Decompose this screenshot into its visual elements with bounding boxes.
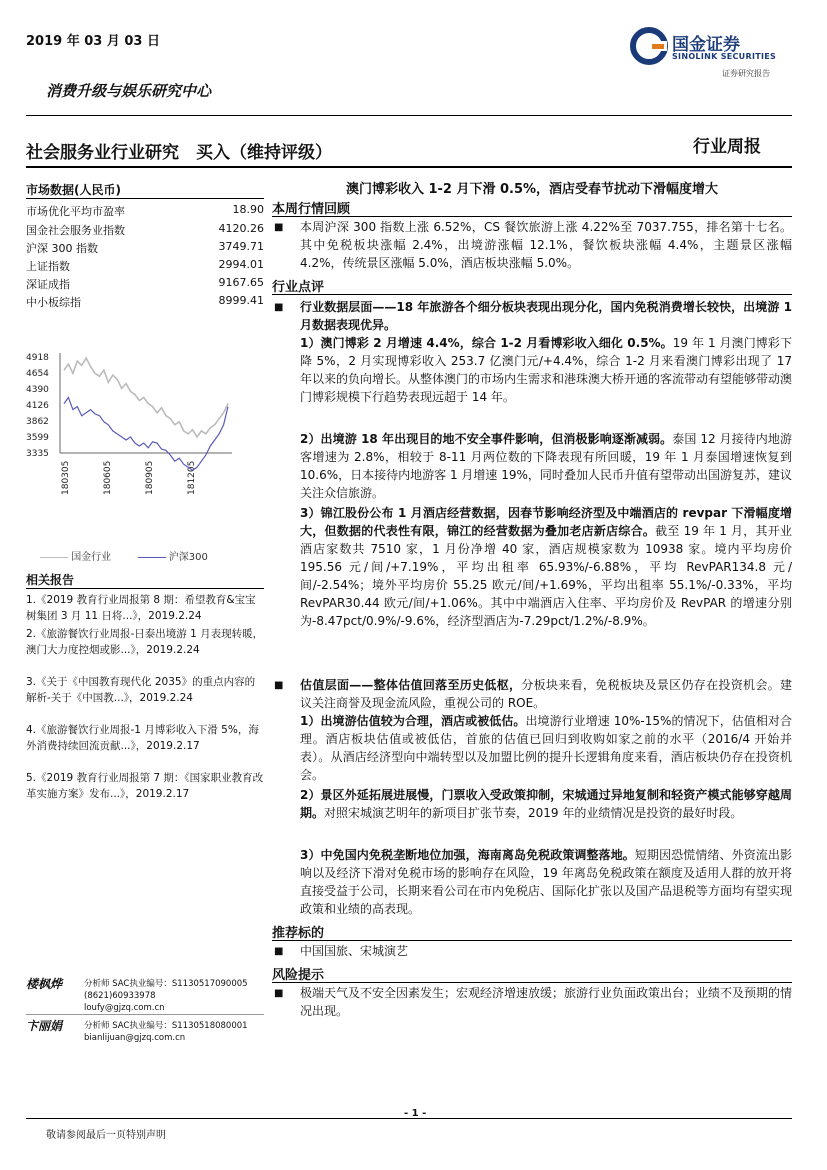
bullet-icon: ■ [274, 988, 284, 999]
bullet-icon: ■ [274, 302, 284, 313]
bullet-icon: ■ [274, 946, 284, 957]
market-row: 深证成指 9167.65 [26, 276, 264, 291]
logo-icon [630, 27, 668, 65]
risk-text: 极端天气及不安全因素发生；宏观经济增速放缓；旅游行业负面政策出台；业绩不及预期的情况出现。 [300, 986, 793, 1018]
series-line-hs300 [64, 398, 228, 471]
headline: 澳门博彩收入 1-2 月下滑 0.5%，酒店受春节扰动下滑幅度增大 [345, 182, 719, 197]
chart-legend [40, 548, 260, 563]
legend-swatch-industry [40, 557, 68, 558]
market-row: 市场优化平均市盈率 18.90 [26, 203, 264, 218]
jinjiang-hotel-item: 3）锦江股份公布 1 月酒店经营数据，因春节影响经济型及中端酒店的 revpar 下滑幅度增大，但数据的代表性有限，锦江的经营数据为叠加老店新店综合。截至 19 年 1 月，其开业酒店家数共 7510 家，1 月份净增 40 家，酒店规模家数为 10938 家。境内平均房价 195.56 元/间/+7.19%，平均出租率 65.93%/-6.88%，平均 RevPAR134.8 元/间/-2.54%；境外平均房价 55.25 欧元/间/+1.69%，平均出租率 55.1%/-0.33%，平均 RevPAR30.44 欧元/间/+1.06%。其中中端酒店入住率、平均房价及 RevPAR 的增速分别为-8.47pct/0.9%/-9.6%，经济型酒店为-7.29pct/1.2%/-8.9%。 [300, 506, 792, 628]
research-center: 消费升级与娱乐研究中心 [46, 82, 212, 100]
valuation-summary: 估值层面——整体估值回落至历史低枢，分板块来看，免税板块及景区仍存在投资机会。建议关注商誉及现金流风险，重视公司的 ROE。 [300, 678, 792, 710]
valuation-item-1: 1）出境游估值较为合理，酒店或被低估。出境游行业增速 10%-15%的情况下，估值相对合理。酒店板块估值或被低估，首旅的估值已回归到收购如家之前的水平（2016/4 开始并表）。从酒店经济型向中端转型以及加盟比例的提升长逻辑角度来看，酒店板块仍存在投资机会。 [300, 714, 792, 782]
logo [630, 27, 668, 69]
market-row: 上证指数 2994.01 [26, 258, 264, 273]
y-tick-label: 4126 [26, 401, 49, 412]
analyst-email[interactable]: bianlijuan@gjzq.com.cn [84, 1033, 186, 1043]
bullet-icon: ■ [274, 222, 284, 233]
series-line-industry [64, 358, 228, 437]
page-title: 社会服务业行业研究 买入（维持评级） [26, 143, 332, 163]
legend-label-hs300: 沪深300 [168, 552, 208, 563]
y-tick-label: 4918 [26, 353, 49, 363]
index-chart [26, 345, 264, 545]
analyst-1: 楼枫烨 分析师 SAC执业编号：S1130517090005 (8621)60933978 loufy@gjzq.com.cn [26, 977, 248, 1013]
y-tick-label: 3335 [26, 449, 49, 459]
related-report-item[interactable]: 1.《2019 教育行业周报第 8 期：希望教育&宝宝树集团 3 月 11 日将...》，2019.2.24 [26, 594, 256, 622]
x-tick-label: 180605 [103, 460, 113, 495]
x-tick-label: 181205 [187, 460, 197, 495]
y-tick-label: 4390 [26, 385, 49, 396]
y-tick-label: 4654 [26, 369, 49, 380]
industry-data-summary: 行业数据层面——18 年旅游各个细分板块表现出现分化，国内免税消费增长较快，出境游 1 月数据表现优异。 [300, 300, 792, 332]
related-reports-title: 相关报告 [26, 573, 75, 587]
analyst-name: 卞丽娟 [26, 1019, 63, 1033]
analyst-name: 楼枫烨 [26, 977, 63, 991]
market-row: 国金社会服务业指数 4120.26 [26, 222, 264, 237]
market-row: 沪深 300 指数 3749.71 [26, 240, 264, 255]
related-report-item[interactable]: 2.《旅游餐饮行业周报-日泰出境游 1 月表现转暖，澳门大力度控烟或影...》，2019.2.24 [26, 628, 264, 656]
section-risk: 风险提示 [272, 968, 325, 983]
y-tick-label: 3862 [26, 417, 49, 428]
x-tick-label: 180305 [61, 460, 71, 495]
report-date: 2019 年 03 月 03 日 [26, 34, 160, 49]
market-data-title: 市场数据(人民币) [26, 183, 121, 197]
valuation-item-2: 2）景区外延拓展进展慢，门票收入受政策抑制，宋城通过异地复制和轻资产模式能够穿越周期。对照宋城演艺明年的新项目扩张节奏，2019 年的业绩情况是投资的最好时段。 [300, 788, 792, 820]
section-recommendations: 推荐标的 [272, 926, 325, 941]
market-review-text: 本周沪深 300 指数上涨 6.52%，CS 餐饮旅游上涨 4.22%至 7037.755，排名第十七名。其中免税板块涨幅 2.4%，出境游涨幅 12.1%，餐饮板块涨幅 4.4%，主题景区涨幅 4.2%，传统景区涨幅 5.0%，酒店板块涨幅 5.0%。 [300, 220, 792, 270]
market-row: 中小板综指 8999.41 [26, 294, 264, 309]
macau-gaming-item: 1）澳门博彩 2 月增速 4.4%，综合 1-2 月看博彩收入细化 0.5%。19 年 1 月澳门博彩下降 5%，2 月实现博彩收入 253.7 亿澳门元/+4.4%，综合 1-2 月来看澳门博彩出现了 17 年以来的负向增长。从整体澳门的市场内生需求和港珠澳大桥开通的客流带动有望能够带动澳门博彩规模下行趋势表现远超于 14 年。 [300, 336, 793, 404]
recommended-stocks: 中国国旅、宋城演艺 [300, 944, 409, 958]
report-category: 证券研究报告 [722, 69, 770, 78]
x-tick-label: 180905 [145, 460, 155, 495]
related-report-item[interactable]: 4.《旅游餐饮行业周报-1 月博彩收入下滑 5%，海外消费持续回流贡献...》，2019.2.17 [26, 724, 259, 752]
related-report-item[interactable]: 5.《2019 教育行业周报第 7 期：《国家职业教育改革实施方案》发布...》，2019.2.17 [26, 772, 264, 800]
related-report-item[interactable]: 3.《关于《中国教育现代化 2035》的重点内容的解析-关于《中国教...》，2019.2.24 [26, 676, 256, 704]
section-industry-review: 行业点评 [272, 280, 325, 295]
section-market-review: 本周行情回顾 [272, 202, 351, 217]
analyst-email[interactable]: loufy@gjzq.com.cn [84, 1003, 165, 1013]
legend-label-industry: 国金行业 [71, 552, 112, 563]
valuation-item-3: 3）中免国内免税垄断地位加强，海南离岛免税政策调整落地。短期因恐慌情绪、外资流出影响以及经济下滑对免税市场的影响存在风险，19 年离岛免税政策在额度及适用人群的放开将直接受益于公司，长期来看公司在市内免税店、国际化扩张以及国产品退税等方面均有望实现政策和业绩的高表现。 [300, 848, 793, 916]
y-tick-label: 3599 [26, 432, 49, 443]
page-number: - 1 - [404, 1108, 427, 1119]
legend-swatch-hs300 [138, 557, 166, 558]
bullet-icon: ■ [274, 680, 284, 691]
logo-text-en: SINOLINK SECURITIES [672, 52, 777, 61]
logo-text-cn: 国金证券 [672, 35, 740, 55]
outbound-travel-item: 2）出境游 18 年出现目的地不安全事件影响，但消极影响逐渐减弱。泰国 12 月接待内地游客增速为 2.8%，相较于 8-11 月两位数的下降表现有所回暖，19 年 1 月泰国增速恢复到 10.6%，日本接待内地游客 1 月增速 19%，同时叠加人民币升值有望带动出国游复苏，建议关注众信旅游。 [300, 432, 792, 500]
report-type: 行业周报 [693, 137, 761, 157]
disclaimer-note: 敬请参阅最后一页特别声明 [46, 1130, 166, 1141]
analyst-2: 卞丽娟 分析师 SAC执业编号：S1130518080001 bianlijuan@gjzq.com.cn [26, 1019, 248, 1043]
